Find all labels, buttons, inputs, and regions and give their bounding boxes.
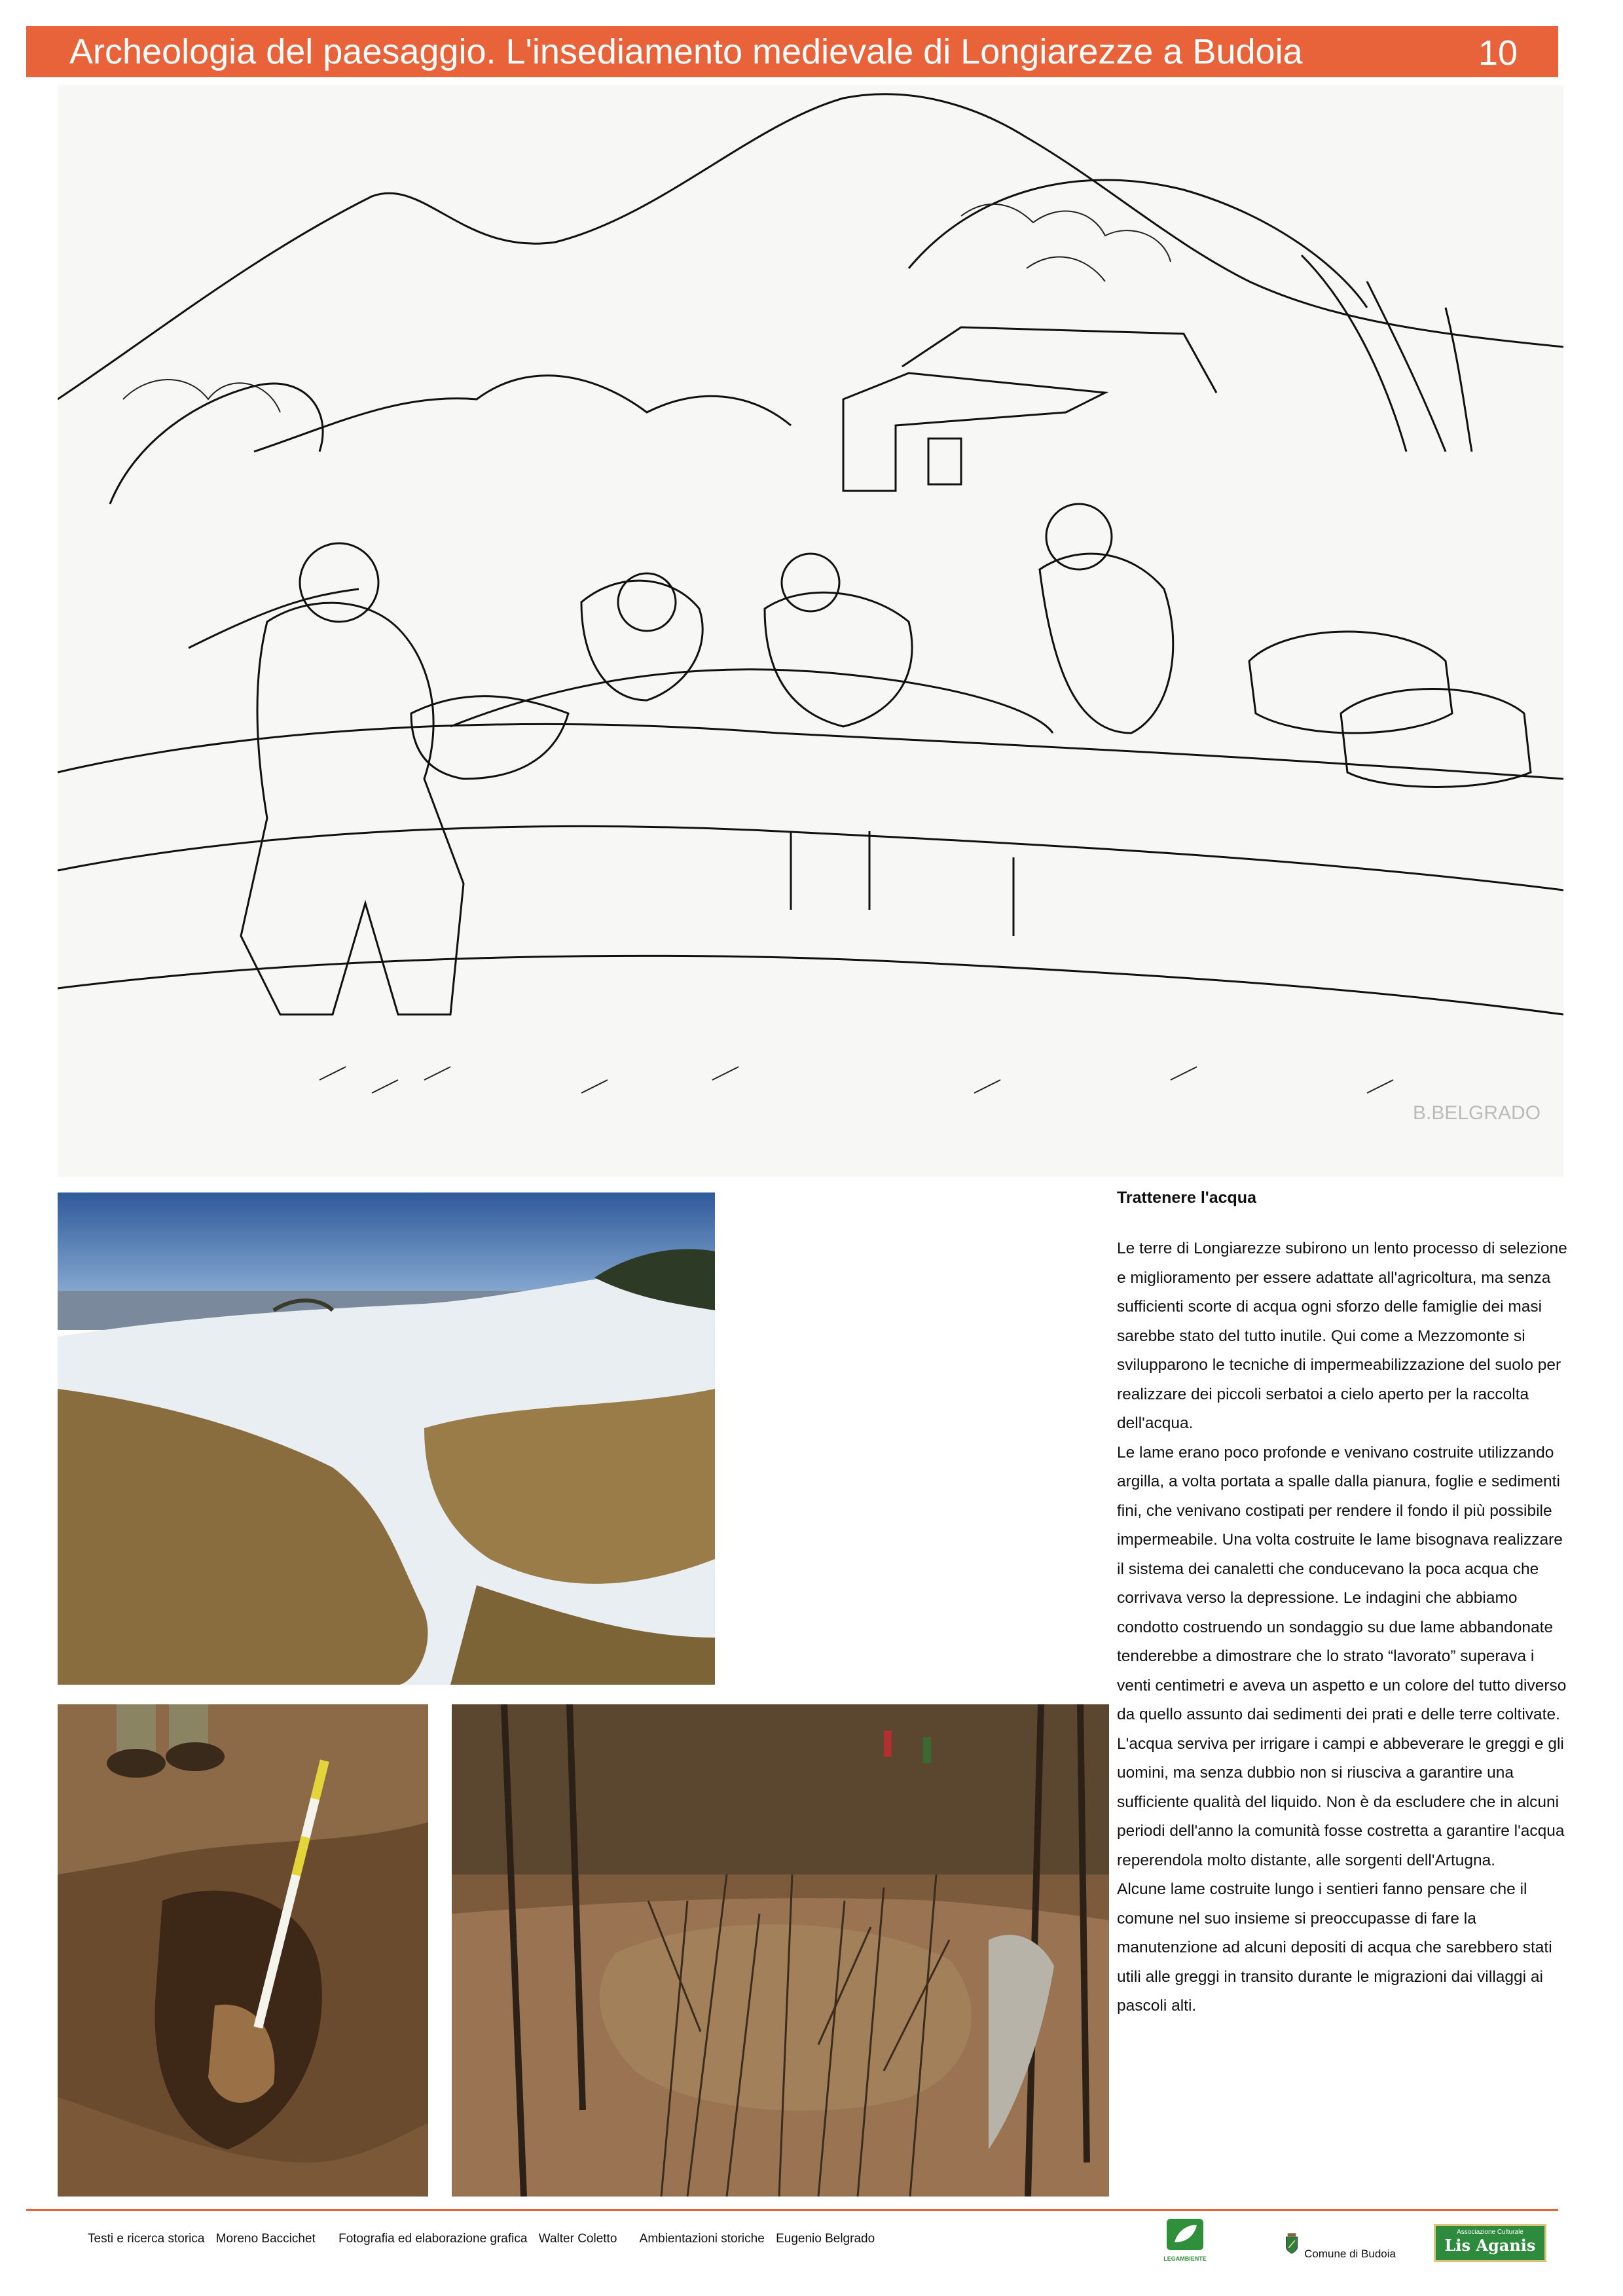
credit-photo-name: Walter Coletto [538,2232,617,2246]
article-paragraph-2: Le lame erano poco profonde e venivano costruite utilizzando argilla, a volta portata a spalle dalla pianura, foglie e sedimenti fini, che venivano costipati per rendere il fondo il più possibile impermeabile. Una volta costruite le lame bisognava realizzare il sistema dei canaletti che conducevano la poca acqua che corrivava verso la depressione. Le indagini che abbiamo condotto costruendo un sondaggio su due lame abbandonate tenderebbe a dimostrare che lo strato “lavorato” superava i venti centimetri e aveva un aspetto e un colore del tutto diverso da quello assunto dai sedimenti dei prati e delle terre coltivate. [1117,1443,1567,1723]
credit-texts-name: Moreno Baccichet [215,2232,316,2246]
photo-soil-test-pit [58,1704,428,2197]
credit-illustration-label: Ambientazioni storiche [639,2232,765,2246]
comune-di-budoia-logo [1285,2216,1396,2271]
legambiente-logo [1152,2216,1218,2265]
illustration-drawing [58,85,1563,1177]
photo-woodland-pond [452,1704,1109,2197]
comune-di-budoia-label: Comune di Budoia [1304,2248,1396,2260]
illustrator-signature: B.BELGRADO [1413,1102,1541,1124]
page-number: 10 [1478,33,1518,73]
article-paragraph-3: L'acqua serviva per irrigare i campi e abbeverare le greggi e gli uomini, ma senza dubbio non si riusciva a garantire una sufficiente qualità del liquido. Non è da escludere che in alcuni periodi dell'anno la comunità fosse costretta a garantire l'acqua reperendola molto distante, alle sorgenti dell'Artugna. [1117,1734,1565,1869]
lis-aganis-logo [1434,2224,1546,2262]
municipal-crest-icon [1285,2216,1299,2271]
article [1117,1183,1569,2021]
footer-credits [88,2232,883,2246]
legambiente-logo-text: LEGAMBIENTE [1163,2255,1207,2262]
footer-divider [26,2209,1558,2211]
page-title: Archeologia del paesaggio. L'insediamento medievale di Longiarezze a Budoia [69,32,1303,71]
article-heading: Trattenere l'acqua [1117,1189,1256,1207]
article-paragraph-1: Le terre di Longiarezze subirono un lento processo di selezione e miglioramento per essere adattate all'agricoltura, ma senza sufficienti scorte di acqua ogni sforzo delle famiglie dei masi sarebbe stato del tutto inutile. Qui come a Mezzomonte si svilupparono le tecniche di impermeabilizzazione del suolo per realizzare dei piccoli serbatoi a cielo aperto per la raccolta dell'acqua. [1117,1240,1567,1432]
credit-texts-label: Testi e ricerca storica [88,2232,205,2246]
page-header [26,26,1558,77]
lis-aganis-title: Lis Aganis [1444,2236,1536,2255]
lis-aganis-subtitle: Associazione Culturale [1457,2229,1523,2236]
credit-photo-label: Fotografia ed elaborazione grafica [338,2232,528,2246]
credit-illustration-name: Eugenio Belgrado [776,2232,875,2246]
historical-illustration [58,85,1563,1177]
photo-snowy-pasture [58,1193,715,1685]
article-paragraph-4: Alcune lame costruite lungo i sentieri fanno pensare che il comune nel suo insieme si preoccupasse di fare la manutenzione ad alcuni depositi di acqua che sarebbero stati utili alle greggi in transito durante le migrazioni dai villaggi ai pascoli alti. [1117,1880,1552,2015]
